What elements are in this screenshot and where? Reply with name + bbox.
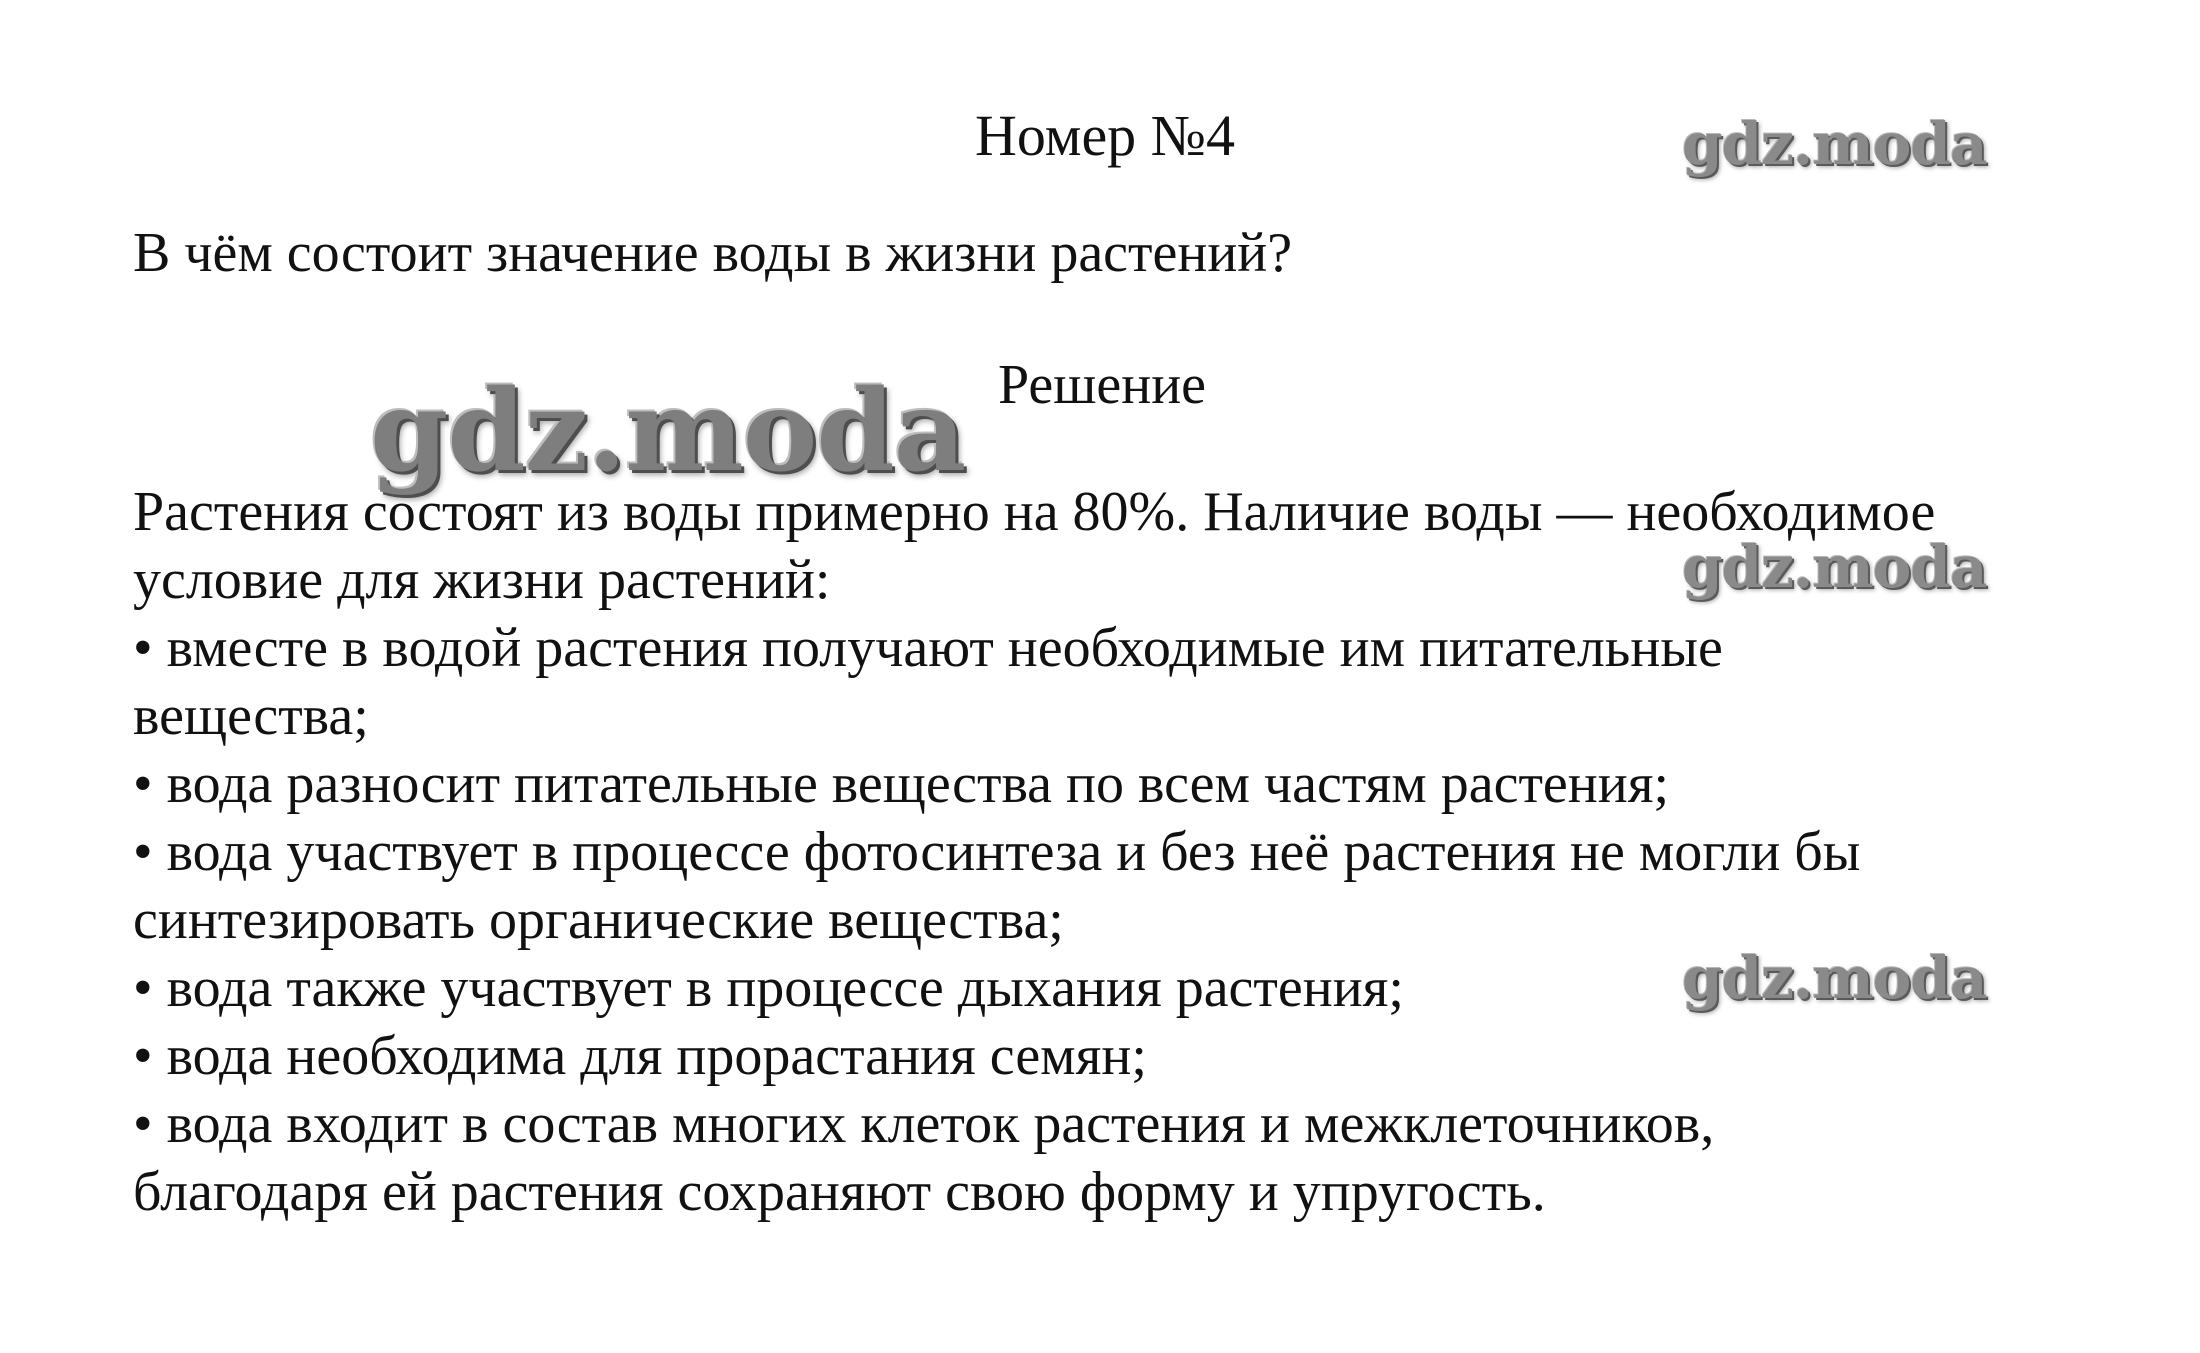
answer-line: • вода разносит питательные вещества по всем частям растения; xyxy=(133,753,1670,815)
answer-line: вещества; xyxy=(133,685,369,747)
answer-line: • вода входит в состав многих клеток растения и межклеточников, xyxy=(133,1093,1715,1155)
watermark-logo: gdz.moda xyxy=(1682,533,1987,601)
answer-line: • вода также участвует в процессе дыхания растения; xyxy=(133,957,1404,1019)
answer-line: благодаря ей растения сохраняют свою форму и упругость. xyxy=(133,1161,1546,1223)
solution-heading: Решение xyxy=(998,354,1207,416)
question-text: В чём состоит значение воды в жизни растений? xyxy=(133,222,1293,284)
watermark-logo: gdz.moda xyxy=(1682,110,1987,178)
page-title: Номер №4 xyxy=(974,103,1236,168)
watermark-logo: gdz.moda xyxy=(1682,944,1987,1012)
answer-line: условие для жизни растений: xyxy=(133,549,831,611)
answer-line: • вода необходима для прорастания семян; xyxy=(133,1025,1147,1087)
answer-line: • вместе в водой растения получают необходимые им питательные xyxy=(133,617,1723,679)
answer-line: • вода участвует в процессе фотосинтеза и без неё растения не могли бы xyxy=(133,821,1861,883)
answer-line: Растения состоят из воды примерно на 80%. Наличие воды — необходимое xyxy=(133,481,1936,543)
answer-line: синтезировать органические вещества; xyxy=(133,889,1064,951)
watermark-logo-large: gdz.moda xyxy=(370,366,966,497)
